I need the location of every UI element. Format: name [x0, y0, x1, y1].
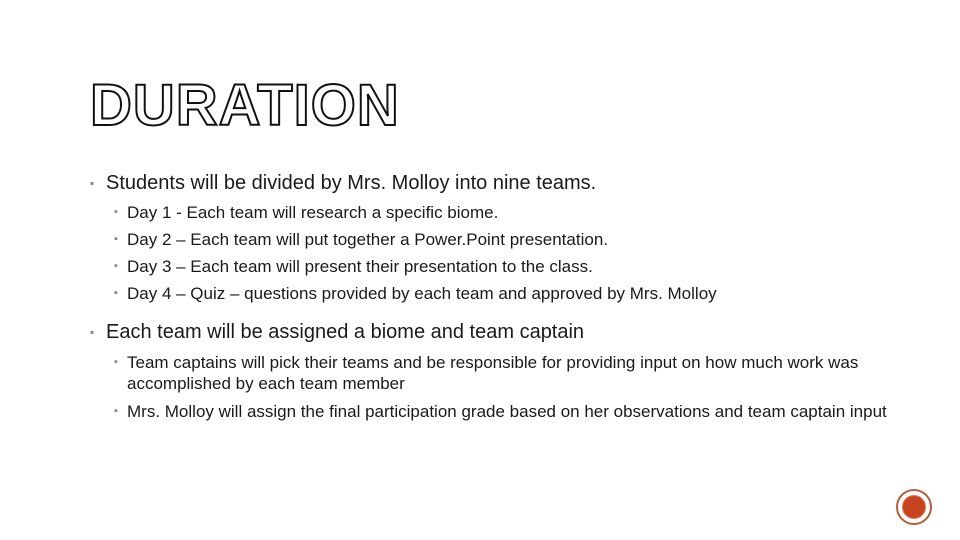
bullet-icon: ▪ — [90, 325, 95, 339]
title-area — [90, 73, 400, 138]
sub-bullet — [90, 202, 890, 223]
bullet-icon: ▪ — [114, 206, 118, 218]
bullet-icon: ▪ — [114, 260, 118, 272]
bullet-icon: ▪ — [90, 176, 95, 190]
sub-bullet — [90, 352, 890, 394]
bullet-text: Each team will be assigned a biome and team captain — [106, 321, 585, 343]
slide-title: DURATION — [90, 73, 400, 138]
sub-bullet — [90, 283, 890, 304]
sub-bullet-text: Day 3 – Each team will present their presentation to the class. — [127, 257, 593, 276]
sub-bullet-list — [90, 352, 890, 422]
sub-bullet-text: Team captains will pick their teams and be responsible for providing input on how much work was accomplished by each team member — [127, 353, 859, 393]
sub-bullet — [90, 401, 890, 422]
sub-bullet-text: Mrs. Molloy will assign the final participation grade based on her observations and team captain input — [127, 402, 887, 421]
sub-bullet-text: Day 2 – Each team will put together a Power.Point presentation. — [127, 230, 608, 249]
badge-inner — [902, 495, 926, 519]
bullet-icon: ▪ — [114, 233, 118, 245]
spacer — [90, 304, 890, 319]
sub-bullet — [90, 256, 890, 277]
bullet-level1 — [90, 319, 890, 345]
circle-badge-icon — [896, 489, 932, 525]
sub-bullet — [90, 229, 890, 250]
bullet-icon: ▪ — [114, 356, 118, 368]
slide-content — [90, 170, 890, 422]
sub-bullet-list — [90, 202, 890, 304]
sub-bullet-text: Day 4 – Quiz – questions provided by each team and approved by Mrs. Molloy — [127, 284, 717, 303]
bullet-icon: ▪ — [114, 405, 118, 417]
bullet-text: Students will be divided by Mrs. Molloy into nine teams. — [106, 172, 597, 194]
bullet-icon: ▪ — [114, 287, 118, 299]
bullet-level1 — [90, 170, 890, 196]
sub-bullet-text: Day 1 - Each team will research a specific biome. — [127, 203, 499, 222]
